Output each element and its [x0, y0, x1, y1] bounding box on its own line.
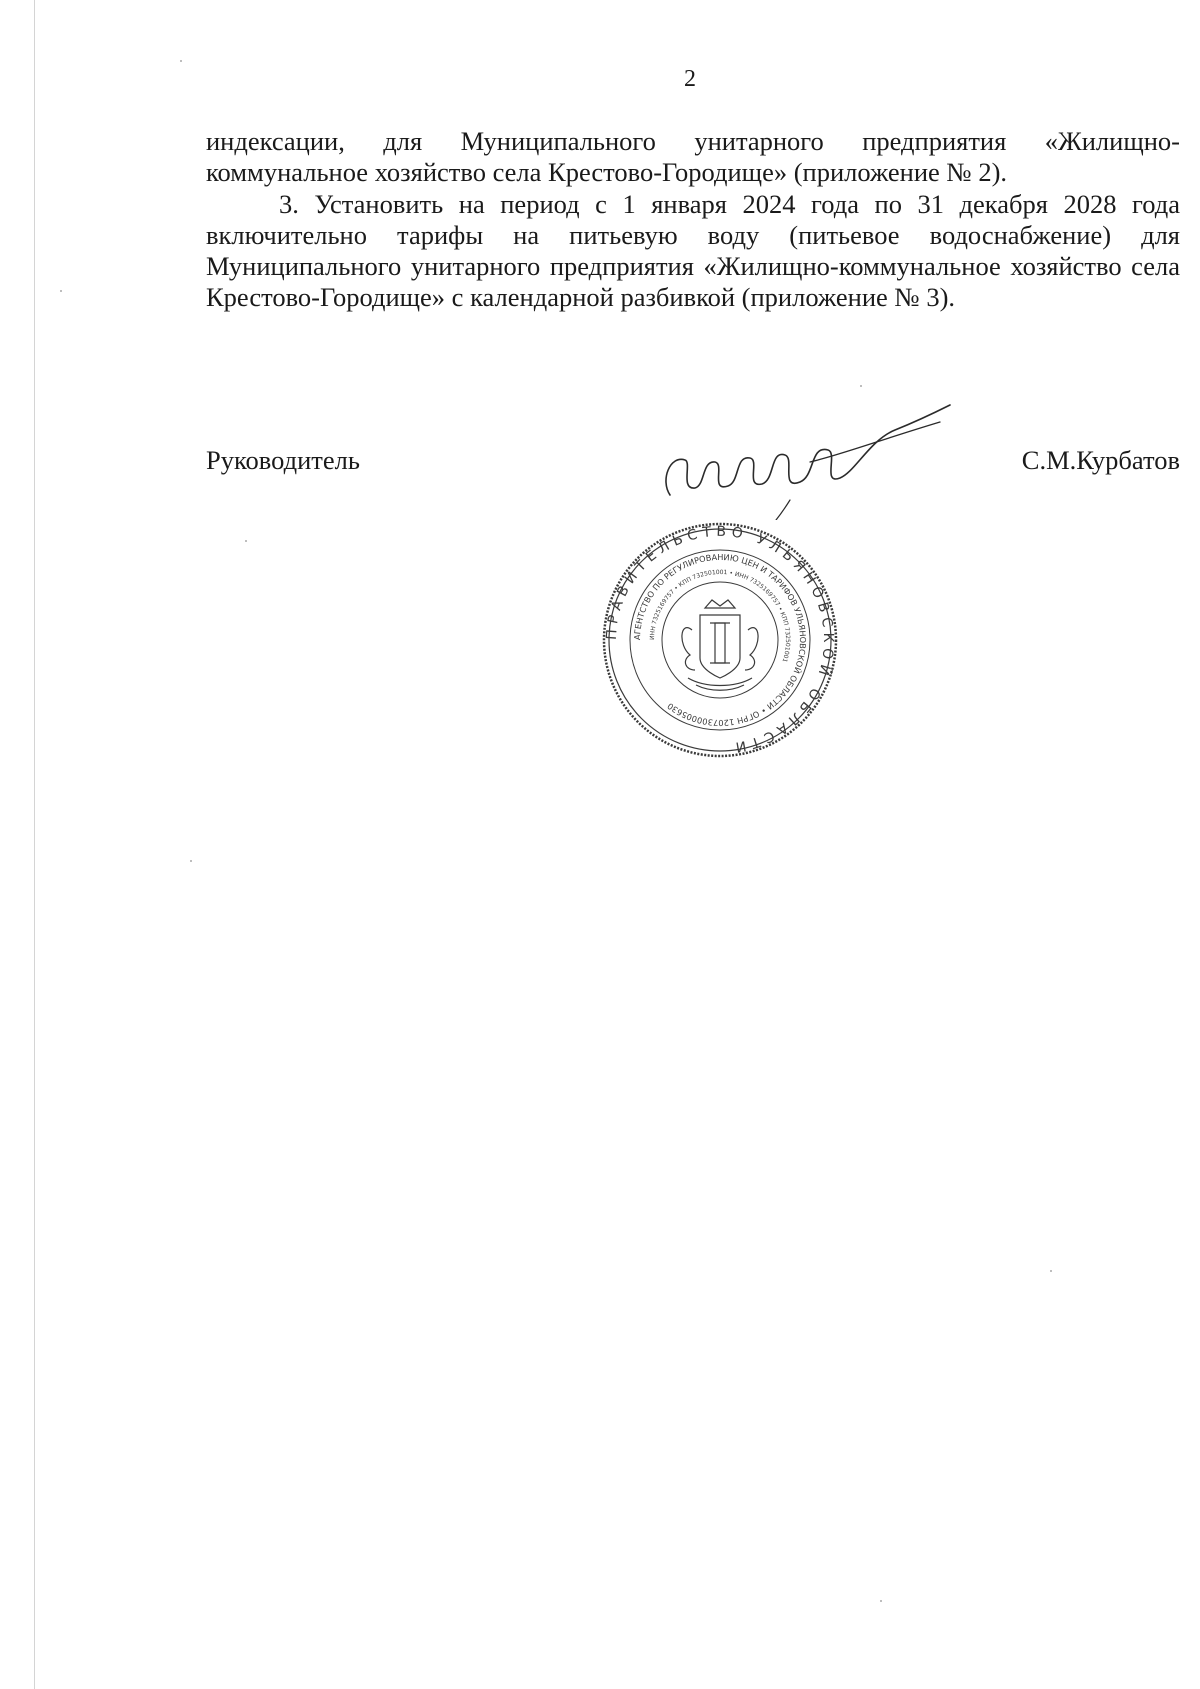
scan-speck [860, 385, 862, 387]
coat-of-arms-icon [682, 600, 758, 690]
scan-speck [1050, 1270, 1052, 1272]
seal-outer-text: ПРАВИТЕЛЬСТВО УЛЬЯНОВСКОЙ ОБЛАСТИ [603, 523, 837, 756]
seal-codes-text: ИНН 7325169757 • КПП 732501001 • ИНН 7325169757 • КПП 732501001 [648, 568, 792, 664]
handwritten-signature [640, 400, 960, 520]
official-seal-stamp [600, 520, 840, 760]
signatory-name: С.М.Курбатов [1021, 445, 1180, 475]
svg-text:АГЕНТСТВО ПО РЕГУЛИРОВАНИЮ ЦЕН [632, 552, 808, 728]
seal-inner-text: АГЕНТСТВО ПО РЕГУЛИРОВАНИЮ ЦЕН И ТАРИФОВ УЛЬЯНОВСКОЙ ОБЛАСТИ • ОГРН 1207300005630 [631, 551, 809, 729]
scan-speck [245, 540, 247, 542]
svg-text:ИНН 7325169757 • КПП 732501001 [649, 569, 791, 663]
paragraph-item-3: 3. Установить на период с 1 января 2024 года по 31 декабря 2028 года включительно тарифы на питьевую воду (питьевое водоснабжение) для Муниципального унитарного предприятия «Жилищно-коммунальное хозяйство села Крестово-Городище» с календарной разбивкой (приложение № 3). [206, 188, 1180, 313]
scan-speck [180, 60, 182, 62]
signatory-title: Руководитель [206, 445, 360, 475]
scan-speck [190, 860, 192, 862]
document-body [206, 126, 1180, 314]
scan-speck [880, 1600, 882, 1602]
paragraph-continuation: индексации, для Муниципального унитарного предприятия «Жилищно-коммунальное хозяйство села Крестово-Городище» (приложение № 2). [206, 126, 1180, 188]
page-number: 2 [684, 66, 696, 92]
scan-speck [60, 290, 62, 292]
page-edge-line [34, 0, 35, 1689]
